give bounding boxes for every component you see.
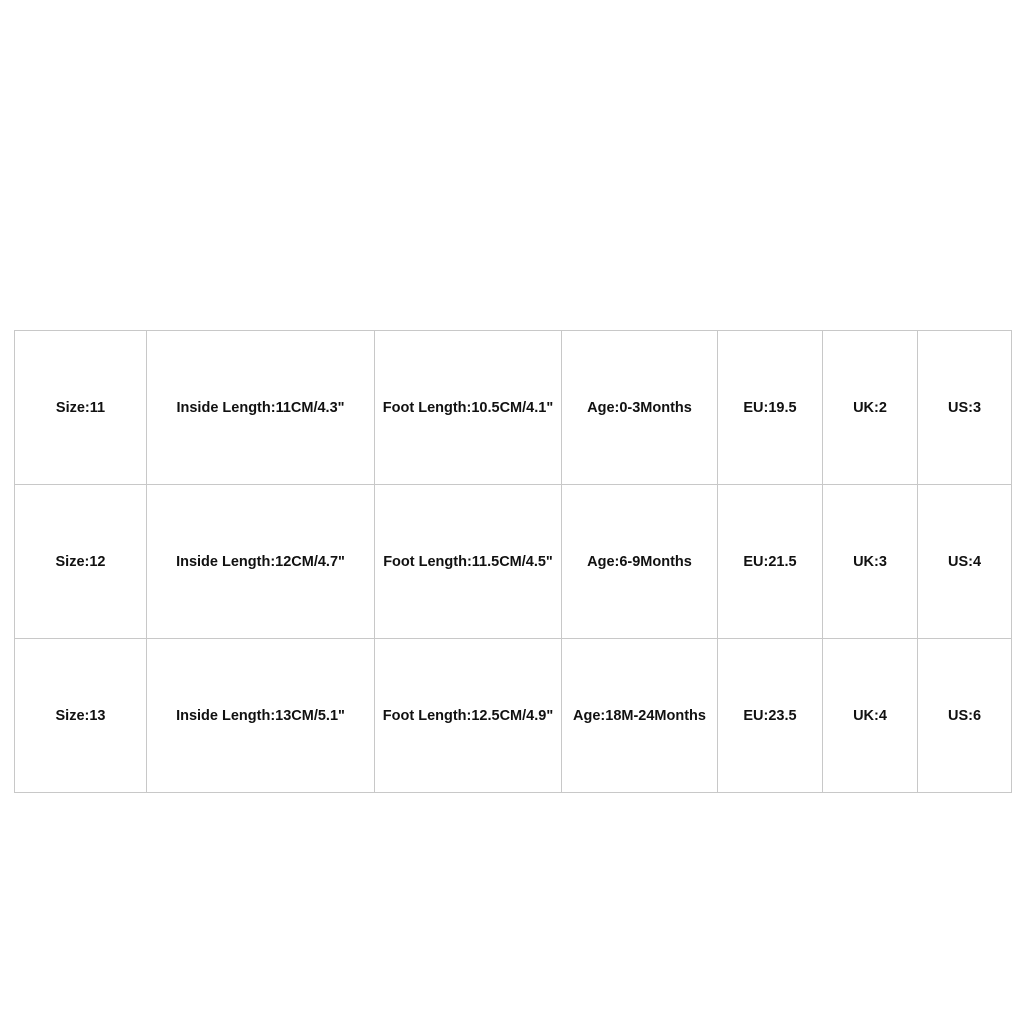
size-cell: Size:11 <box>15 331 147 485</box>
inside-length-cell: Inside Length:13CM/5.1" <box>147 639 375 793</box>
inside-length-cell: Inside Length:12CM/4.7" <box>147 485 375 639</box>
uk-size-cell: UK:3 <box>823 485 918 639</box>
eu-size-cell: EU:21.5 <box>718 485 823 639</box>
age-cell: Age:0-3Months <box>562 331 718 485</box>
foot-length-cell: Foot Length:12.5CM/4.9" <box>375 639 562 793</box>
age-cell: Age:18M-24Months <box>562 639 718 793</box>
age-cell: Age:6-9Months <box>562 485 718 639</box>
size-cell: Size:12 <box>15 485 147 639</box>
table-row <box>15 485 1012 639</box>
foot-length-cell: Foot Length:11.5CM/4.5" <box>375 485 562 639</box>
uk-size-cell: UK:2 <box>823 331 918 485</box>
size-cell: Size:13 <box>15 639 147 793</box>
eu-size-cell: EU:19.5 <box>718 331 823 485</box>
us-size-cell: US:3 <box>918 331 1012 485</box>
us-size-cell: US:6 <box>918 639 1012 793</box>
us-size-cell: US:4 <box>918 485 1012 639</box>
eu-size-cell: EU:23.5 <box>718 639 823 793</box>
foot-length-cell: Foot Length:10.5CM/4.1" <box>375 331 562 485</box>
table-row <box>15 639 1012 793</box>
table-row <box>15 331 1012 485</box>
uk-size-cell: UK:4 <box>823 639 918 793</box>
size-chart-table <box>14 330 1012 793</box>
inside-length-cell: Inside Length:11CM/4.3" <box>147 331 375 485</box>
